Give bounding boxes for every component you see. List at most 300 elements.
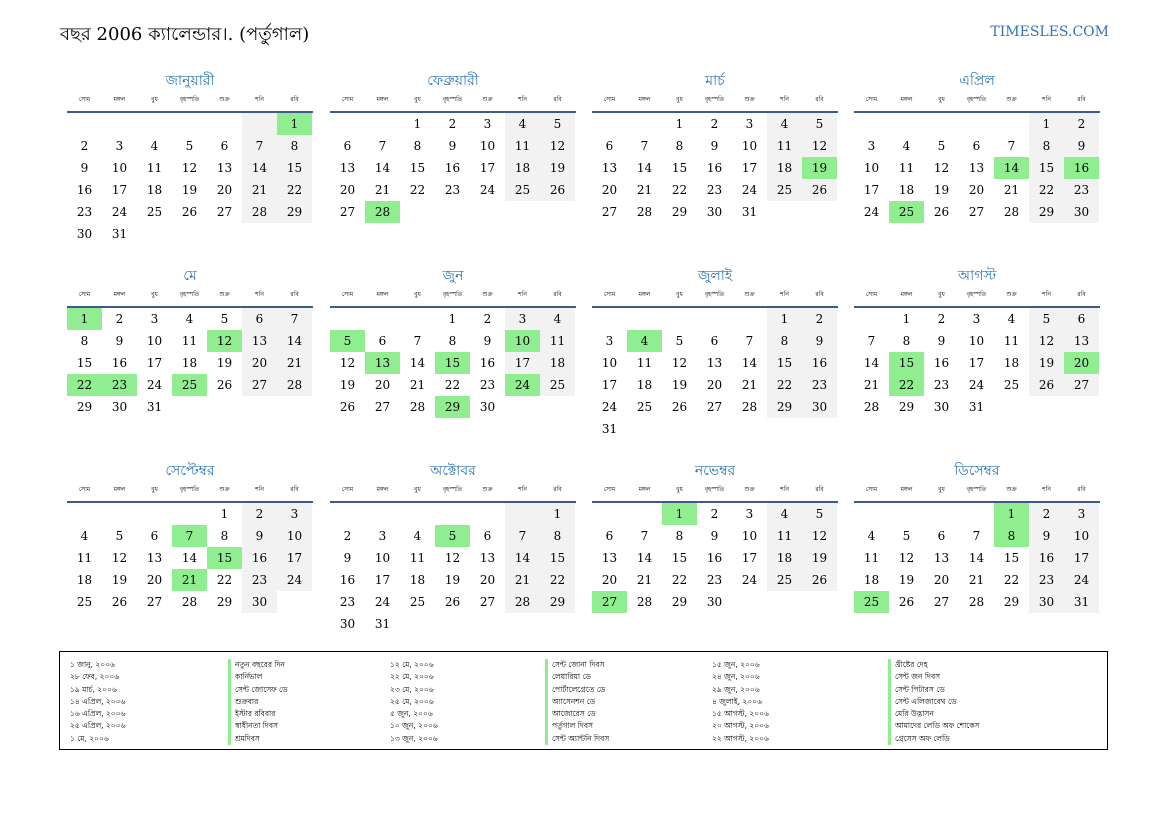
legend-date: ২৫ মে, ২০০৬ — [390, 696, 434, 706]
day-cell: 26 — [898, 595, 915, 609]
empty-cell — [242, 113, 277, 135]
day-cell: 30 — [111, 400, 128, 414]
day-cell: 22 — [1029, 179, 1064, 201]
day-cell: 10 — [968, 334, 985, 348]
empty-cell — [330, 503, 365, 525]
day-cell: 11 — [636, 356, 653, 370]
day-cell: 5 — [802, 113, 837, 135]
day-cell: 23 — [242, 569, 277, 591]
weekday-label: বুধ — [676, 486, 683, 493]
day-grid — [592, 113, 838, 223]
holiday-day-cell: 15 — [207, 547, 242, 569]
day-cell: 19 — [540, 157, 575, 179]
day-cell: 27 — [968, 205, 985, 219]
legend-date: ২৫ এপ্রিল, ২০০৬ — [70, 721, 126, 731]
day-cell: 16 — [479, 356, 496, 370]
weekday-label: বুধ — [414, 486, 421, 493]
holiday-day-cell: 5 — [435, 525, 470, 547]
day-cell: 4 — [185, 312, 194, 326]
day-cell: 29 — [671, 205, 688, 219]
weekday-label: রবি — [290, 486, 299, 493]
day-cell: 2 — [802, 308, 837, 330]
legend-holiday-name: পর্তুগাল দিবস — [545, 720, 609, 732]
day-cell: 23 — [706, 183, 723, 197]
day-grid — [854, 308, 1100, 418]
day-cell: 12 — [1029, 330, 1064, 352]
day-cell: 11 — [898, 161, 915, 175]
day-cell: 23 — [76, 205, 93, 219]
day-cell: 2 — [343, 529, 352, 543]
weekday-label: রবি — [815, 486, 824, 493]
day-cell: 23 — [479, 378, 496, 392]
day-grid — [592, 503, 838, 613]
weekday-label: শুক্র — [1006, 486, 1017, 493]
day-cell: 29 — [216, 595, 233, 609]
day-cell: 6 — [605, 139, 614, 153]
day-cell: 17 — [277, 547, 312, 569]
day-cell: 24 — [277, 569, 312, 591]
day-cell: 24 — [968, 378, 985, 392]
page-title: বছর 2006 ক্যালেন্ডার।. (পর্তুগাল) — [60, 24, 310, 45]
weekday-label: রবি — [815, 96, 824, 103]
day-cell: 5 — [802, 503, 837, 525]
legend-holiday-name: সেন্ট পিটারস ডে — [888, 684, 979, 696]
weekday-label: শুক্র — [219, 96, 230, 103]
day-cell: 25 — [767, 569, 802, 591]
day-cell: 21 — [505, 569, 540, 591]
empty-cell — [889, 113, 924, 135]
weekday-label: শনি — [255, 486, 264, 493]
day-cell: 27 — [374, 400, 391, 414]
holiday-day-cell: 12 — [207, 330, 242, 352]
weekday-label: রবি — [553, 96, 562, 103]
day-cell: 26 — [216, 378, 233, 392]
month-block — [854, 70, 1100, 223]
day-cell: 3 — [867, 139, 876, 153]
holiday-day-cell: 22 — [67, 374, 102, 396]
day-cell: 27 — [706, 400, 723, 414]
day-cell: 2 — [1029, 503, 1064, 525]
day-cell: 18 — [767, 547, 802, 569]
day-cell: 6 — [605, 529, 614, 543]
day-grid — [592, 308, 838, 440]
empty-cell — [627, 308, 662, 330]
day-cell: 19 — [898, 573, 915, 587]
weekday-label: সোম — [603, 96, 616, 103]
day-cell: 29 — [671, 595, 688, 609]
day-cell: 21 — [242, 179, 277, 201]
weekday-label: মঙ্গল — [900, 96, 913, 103]
day-cell: 19 — [802, 547, 837, 569]
legend-date: ২৯ জুন, ২০০৬ — [712, 684, 760, 694]
day-cell: 7 — [242, 135, 277, 157]
day-cell: 7 — [640, 529, 649, 543]
holiday-day-cell: 1 — [994, 503, 1029, 525]
weekday-label: শনি — [780, 291, 789, 298]
weekday-header — [330, 92, 576, 108]
weekday-label: মঙ্গল — [638, 486, 651, 493]
day-cell: 26 — [802, 179, 837, 201]
day-cell: 8 — [1029, 135, 1064, 157]
day-cell: 25 — [636, 400, 653, 414]
weekday-label: রবি — [1077, 291, 1086, 298]
weekday-header — [67, 482, 313, 498]
day-cell: 27 — [242, 374, 277, 396]
day-cell: 21 — [636, 183, 653, 197]
empty-cell — [365, 113, 400, 135]
day-cell: 27 — [1064, 374, 1099, 396]
day-cell: 18 — [76, 573, 93, 587]
day-cell: 30 — [706, 205, 723, 219]
month-name: মে — [183, 268, 197, 284]
empty-cell — [172, 113, 207, 135]
weekday-label: বুধ — [938, 291, 945, 298]
day-cell: 11 — [863, 551, 880, 565]
month-name: অক্টোবর — [430, 463, 476, 479]
empty-cell — [505, 503, 540, 525]
day-cell: 10 — [479, 139, 496, 153]
legend-date-column — [70, 659, 125, 745]
holiday-day-cell: 19 — [802, 157, 837, 179]
legend-holiday-name: সেন্ট এলিজাবেথ ডে — [888, 696, 979, 708]
day-cell: 2 — [710, 507, 719, 521]
day-cell: 11 — [505, 135, 540, 157]
weekday-header — [592, 287, 838, 303]
day-cell: 29 — [898, 400, 915, 414]
weekday-label: শুক্র — [219, 291, 230, 298]
day-cell: 5 — [115, 529, 124, 543]
legend-holiday-name: আজোরেস ডে — [545, 708, 609, 720]
empty-cell — [365, 308, 400, 330]
legend-date: ২২ আগস্ট, ২০০৬ — [712, 733, 769, 743]
holiday-day-cell: 29 — [435, 396, 470, 418]
day-cell: 4 — [80, 529, 89, 543]
day-cell: 30 — [76, 227, 93, 241]
day-cell: 3 — [277, 503, 312, 525]
empty-cell — [959, 113, 994, 135]
day-cell: 30 — [1064, 201, 1099, 223]
weekday-label: শুক্র — [1006, 291, 1017, 298]
day-cell: 15 — [1003, 551, 1020, 565]
weekday-header — [592, 92, 838, 108]
day-cell: 14 — [636, 551, 653, 565]
day-cell: 25 — [1003, 378, 1020, 392]
day-cell: 28 — [242, 201, 277, 223]
day-cell: 21 — [277, 352, 312, 374]
day-cell: 4 — [767, 503, 802, 525]
day-cell: 22 — [277, 179, 312, 201]
day-cell: 8 — [767, 330, 802, 352]
weekday-label: সোম — [865, 291, 878, 298]
day-cell: 16 — [444, 161, 461, 175]
month-name: এপ্রিল — [959, 73, 995, 89]
day-cell: 18 — [409, 573, 426, 587]
month-name: জুলাই — [697, 268, 733, 284]
day-cell: 10 — [146, 334, 163, 348]
day-cell: 14 — [741, 356, 758, 370]
day-cell: 23 — [802, 374, 837, 396]
day-cell: 19 — [671, 378, 688, 392]
weekday-label: সোম — [341, 291, 354, 298]
empty-cell — [400, 308, 435, 330]
month-block — [330, 265, 576, 418]
weekday-label: রবি — [553, 291, 562, 298]
day-cell: 8 — [277, 135, 312, 157]
day-cell: 20 — [374, 378, 391, 392]
holiday-day-cell: 13 — [365, 352, 400, 374]
day-cell: 12 — [802, 525, 837, 547]
weekday-label: বৃহস্পতি — [966, 291, 987, 298]
day-cell: 17 — [863, 183, 880, 197]
day-cell: 21 — [1003, 183, 1020, 197]
day-cell: 16 — [706, 551, 723, 565]
holiday-day-cell: 21 — [172, 569, 207, 591]
day-cell: 26 — [444, 595, 461, 609]
weekday-label: বুধ — [676, 291, 683, 298]
weekday-label: সোম — [865, 96, 878, 103]
day-cell: 19 — [339, 378, 356, 392]
day-cell: 17 — [146, 356, 163, 370]
day-cell: 9 — [115, 334, 124, 348]
day-cell: 3 — [378, 529, 387, 543]
day-cell: 28 — [505, 591, 540, 613]
weekday-header — [67, 287, 313, 303]
day-cell: 5 — [937, 139, 946, 153]
day-cell: 2 — [1064, 113, 1099, 135]
weekday-label: শনি — [518, 291, 527, 298]
day-cell: 13 — [601, 161, 618, 175]
day-cell: 29 — [767, 396, 802, 418]
weekday-label: বৃহস্পতি — [966, 96, 987, 103]
day-cell: 10 — [741, 139, 758, 153]
day-cell: 1 — [448, 312, 457, 326]
day-cell: 7 — [378, 139, 387, 153]
day-cell: 27 — [479, 595, 496, 609]
day-cell: 19 — [1029, 352, 1064, 374]
weekday-label: বৃহস্পতি — [179, 291, 200, 298]
legend-holiday-name: সেন্ট অ্যান্টনি দিবস — [545, 733, 609, 745]
day-cell: 7 — [867, 334, 876, 348]
day-cell: 24 — [741, 573, 758, 587]
legend-holiday-name: পোর্টালেগ্রেতে ডে — [545, 684, 609, 696]
day-cell: 24 — [146, 378, 163, 392]
weekday-label: শুক্র — [219, 486, 230, 493]
day-grid — [67, 113, 313, 245]
empty-cell — [330, 308, 365, 330]
weekday-label: মঙ্গল — [638, 291, 651, 298]
month-name: মার্চ — [705, 73, 725, 89]
day-cell: 3 — [745, 117, 754, 131]
legend-date: ২০ আগস্ট, ২০০৬ — [712, 721, 769, 731]
legend-date: ১৫ জুন, ২০০৬ — [712, 660, 760, 669]
day-cell: 30 — [1029, 591, 1064, 613]
day-cell: 13 — [242, 330, 277, 352]
day-cell: 2 — [937, 312, 946, 326]
month-block — [67, 460, 313, 613]
weekday-label: শনি — [780, 96, 789, 103]
weekday-label: শুক্র — [1006, 96, 1017, 103]
day-cell: 7 — [1007, 139, 1016, 153]
holiday-day-cell: 8 — [994, 525, 1029, 547]
day-cell: 9 — [710, 529, 719, 543]
day-cell: 18 — [146, 183, 163, 197]
day-cell: 13 — [933, 551, 950, 565]
day-cell: 25 — [409, 595, 426, 609]
day-cell: 17 — [1064, 547, 1099, 569]
day-cell: 22 — [409, 183, 426, 197]
empty-cell — [207, 113, 242, 135]
legend-holiday-name: সেন্ট জোসেফ ডে — [228, 684, 288, 696]
day-cell: 4 — [413, 529, 422, 543]
weekday-label: বৃহস্পতি — [966, 486, 987, 493]
day-cell: 3 — [745, 507, 754, 521]
day-cell: 19 — [181, 183, 198, 197]
holiday-day-cell: 23 — [102, 374, 137, 396]
day-cell: 17 — [968, 356, 985, 370]
day-cell: 28 — [409, 400, 426, 414]
empty-cell — [592, 113, 627, 135]
day-cell: 15 — [671, 161, 688, 175]
month-name: নভেম্বর — [694, 463, 736, 479]
holiday-day-cell: 1 — [662, 503, 697, 525]
day-cell: 6 — [150, 529, 159, 543]
day-cell: 31 — [374, 617, 391, 631]
weekday-label: বৃহস্পতি — [179, 486, 200, 493]
empty-cell — [662, 308, 697, 330]
day-grid — [67, 308, 313, 418]
day-cell: 27 — [216, 205, 233, 219]
weekday-label: শনি — [780, 486, 789, 493]
day-cell: 22 — [444, 378, 461, 392]
day-cell: 28 — [968, 595, 985, 609]
weekday-label: বুধ — [151, 486, 158, 493]
empty-cell — [854, 503, 889, 525]
day-cell: 26 — [933, 205, 950, 219]
legend-holiday-name: লেয়ারিয়া ডে — [545, 671, 609, 683]
day-cell: 28 — [741, 400, 758, 414]
day-grid — [330, 503, 576, 635]
day-cell: 13 — [146, 551, 163, 565]
holiday-day-cell: 15 — [889, 352, 924, 374]
day-cell: 18 — [1003, 356, 1020, 370]
weekday-label: বুধ — [151, 291, 158, 298]
month-block — [854, 265, 1100, 418]
holiday-day-cell: 10 — [505, 330, 540, 352]
holiday-day-cell: 24 — [505, 374, 540, 396]
day-cell: 6 — [378, 334, 387, 348]
day-cell: 30 — [802, 396, 837, 418]
day-cell: 21 — [636, 573, 653, 587]
day-cell: 25 — [767, 179, 802, 201]
holiday-legend — [59, 651, 1108, 750]
day-cell: 9 — [80, 161, 89, 175]
legend-date: ১০ জুন, ২০০৬ — [390, 721, 438, 731]
weekday-label: শনি — [518, 96, 527, 103]
day-grid — [330, 308, 576, 418]
holiday-day-cell: 28 — [365, 201, 400, 223]
day-cell: 1 — [767, 308, 802, 330]
month-block — [592, 70, 838, 223]
empty-cell — [102, 113, 137, 135]
day-cell: 17 — [479, 161, 496, 175]
day-cell: 12 — [802, 135, 837, 157]
day-cell: 27 — [339, 205, 356, 219]
weekday-label: মঙ্গল — [900, 486, 913, 493]
legend-holiday-name: গ্রেসেস অফ লেডি — [888, 733, 979, 745]
day-cell: 27 — [601, 205, 618, 219]
day-cell: 23 — [339, 595, 356, 609]
day-cell: 3 — [150, 312, 159, 326]
empty-cell — [137, 113, 172, 135]
legend-date: ১৯ মার্চ, ২০০৬ — [70, 684, 117, 694]
weekday-header — [854, 92, 1100, 108]
day-cell: 30 — [339, 617, 356, 631]
day-cell: 1 — [220, 507, 229, 521]
holiday-day-cell: 25 — [889, 201, 924, 223]
weekday-label: বুধ — [414, 96, 421, 103]
day-cell: 21 — [863, 378, 880, 392]
day-cell: 4 — [1007, 312, 1016, 326]
site-name[interactable]: TIMESLES.COM — [990, 24, 1109, 40]
day-cell: 26 — [339, 400, 356, 414]
weekday-label: রবি — [815, 291, 824, 298]
day-cell: 28 — [277, 374, 312, 396]
day-cell: 20 — [216, 183, 233, 197]
day-cell: 18 — [540, 352, 575, 374]
day-cell: 14 — [863, 356, 880, 370]
weekday-label: শুক্র — [482, 486, 493, 493]
day-cell: 10 — [277, 525, 312, 547]
day-cell: 14 — [181, 551, 198, 565]
day-cell: 13 — [479, 551, 496, 565]
day-cell: 22 — [1003, 573, 1020, 587]
legend-date: ২৩ মে, ২০০৬ — [390, 684, 434, 694]
day-cell: 17 — [741, 551, 758, 565]
empty-cell — [854, 308, 889, 330]
day-cell: 21 — [968, 573, 985, 587]
day-cell: 5 — [1029, 308, 1064, 330]
weekday-header — [854, 287, 1100, 303]
weekday-label: বুধ — [414, 291, 421, 298]
empty-cell — [994, 113, 1029, 135]
empty-cell — [697, 308, 732, 330]
day-cell: 14 — [505, 547, 540, 569]
day-cell: 7 — [745, 334, 754, 348]
day-cell: 2 — [242, 503, 277, 525]
holiday-day-cell: 22 — [889, 374, 924, 396]
day-cell: 9 — [937, 334, 946, 348]
empty-cell — [470, 503, 505, 525]
day-cell: 9 — [242, 525, 277, 547]
month-block — [592, 460, 838, 613]
day-cell: 10 — [1064, 525, 1099, 547]
day-cell: 13 — [706, 356, 723, 370]
day-cell: 6 — [937, 529, 946, 543]
day-cell: 5 — [185, 139, 194, 153]
weekday-label: বৃহস্পতি — [442, 291, 463, 298]
day-cell: 12 — [111, 551, 128, 565]
weekday-label: রবি — [290, 291, 299, 298]
day-cell: 7 — [972, 529, 981, 543]
day-cell: 9 — [710, 139, 719, 153]
day-cell: 20 — [601, 183, 618, 197]
empty-cell — [854, 113, 889, 135]
day-cell: 14 — [242, 157, 277, 179]
month-block — [67, 70, 313, 245]
day-cell: 20 — [242, 352, 277, 374]
empty-cell — [627, 503, 662, 525]
day-cell: 15 — [409, 161, 426, 175]
